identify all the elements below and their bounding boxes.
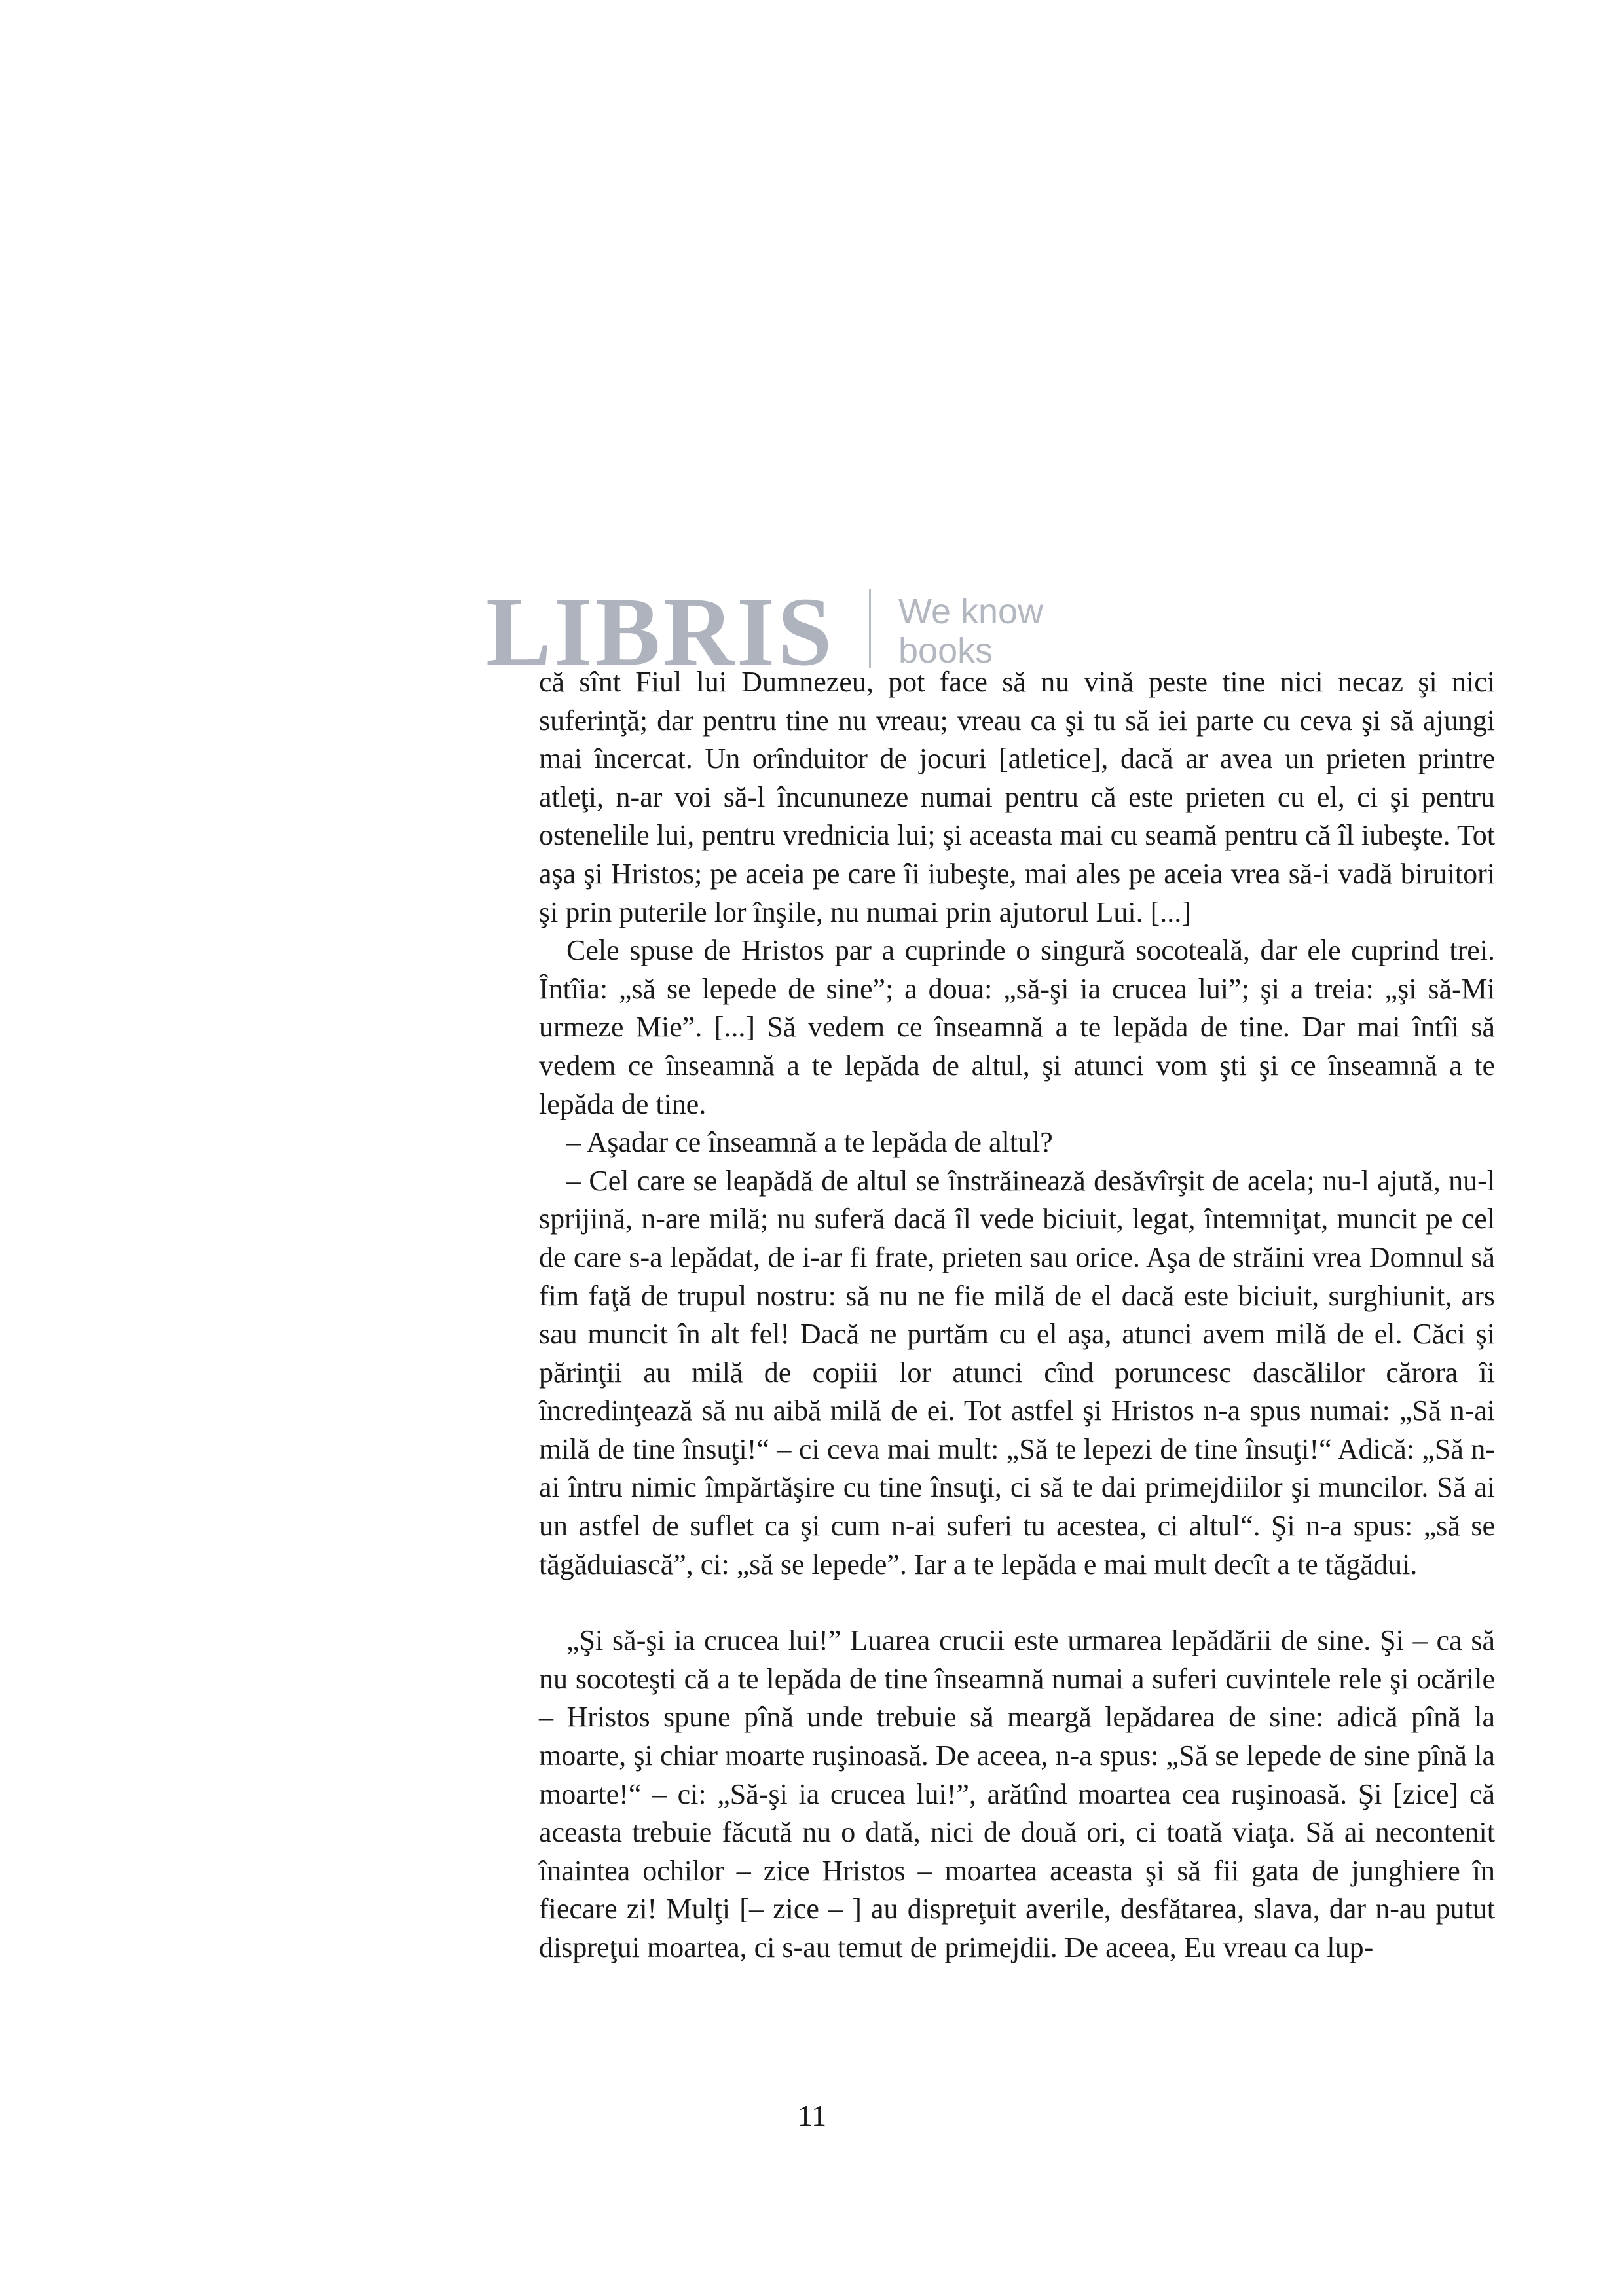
- watermark-tagline-line1: We know: [898, 592, 1044, 631]
- watermark-divider: [869, 589, 871, 668]
- paragraph-3: – Aşadar ce înseamnă a te lepăda de altul?: [566, 1126, 1053, 1159]
- paragraph-2: Cele spuse de Hristos par a cuprinde o singură socoteală, dar ele cuprind trei. Întîia: „să se lepede de sine”; a doua: „să-şi ia crucea lui”; şi a treia: „şi să-Mi urmeze Mie”. [...] Să vedem ce înseamnă a te lepăda de tine. Dar mai întîi să vedem ce înseamnă a te lepăda de altul, şi atunci vom şti şi ce înseamnă a te lepăda de tine.: [539, 934, 1495, 1120]
- watermark-tagline-line2: books: [898, 631, 993, 670]
- libris-watermark: [486, 577, 1075, 686]
- paragraph-1: că sînt Fiul lui Dumnezeu, pot face să nu vină peste tine nici necaz şi nici suferinţă; dar pentru tine nu vreau; vreau ca şi tu să iei parte cu ceva şi să ajungi mai încercat. Un orînduitor de jocuri [atletice], dacă ar avea un prieten printre atleţi, n-ar voi să-l încununeze numai pentru că este prieten cu el, ci şi pentru ostenelile lui, pentru vrednicia lui; şi aceasta mai cu seamă pentru că îl iubeşte. Tot aşa şi Hristos; pe aceia pe care îi iubeşte, mai ales pe aceia vrea să-i vadă biruitori şi prin puterile lor înşile, nu numai prin ajutorul Lui. [...]: [539, 666, 1495, 928]
- paragraph-5: „Şi să-şi ia crucea lui!” Luarea crucii este urmarea lepădării de sine. Şi – ca să nu socoteşti că a te lepăda de tine înseamnă numai a suferi cuvintele rele şi ocările – Hristos spune pînă unde trebuie să meargă lepădarea de sine: adică pînă la moarte, şi chiar moarte ruşinoasă. De aceea, n-a spus: „Să se lepede de sine pînă la moarte!“ – ci: „Să-şi ia crucea lui!”, arătînd moartea cea ruşinoasă. Şi [zice] că aceasta trebuie făcută nu o dată, nici de două ori, ci toată viaţa. Să ai necontenit înaintea ochilor – zice Hristos – moartea aceasta şi să fii gata de junghiere în fiecare zi! Mulţi [– zice – ] au dispreţuit averile, desfătarea, slava, dar n-au putut dispreţui moartea, ci s-au temut de primejdii. De aceea, Eu vreau ca lup-: [539, 1624, 1495, 1963]
- watermark-tagline: [898, 592, 1043, 670]
- watermark-logo: LIBRIS: [486, 577, 835, 686]
- paragraph-4: – Cel care se leapădă de altul se înstrăinează desăvîrşit de acela; nu-l ajută, nu-l sprijină, n-are milă; nu suferă dacă îl vede biciuit, legat, întemniţat, muncit pe cel de care s-a lepădat, de i-ar fi frate, prieten sau orice. Aşa de străini vrea Domnul să fim faţă de trupul nostru: să nu ne fie milă de el dacă este biciuit, surghiunit, ars sau muncit în alt fel! Dacă ne purtăm cu el aşa, atunci avem milă de el. Căci şi părinţii au milă de copiii lor atunci cînd poruncesc dascălilor cărora îi încredinţează să nu aibă milă de ei. Tot astfel şi Hristos n-a spus numai: „Să n-ai milă de tine însuţi!“ – ci ceva mai mult: „Să te lepezi de tine însuţi!“ Adică: „Să n-ai întru nimic împărtăşire cu tine însuţi, ci să te dai primejdiilor şi muncilor. Să ai un astfel de suflet ca şi cum n-ai suferi tu acestea, ci altul“. Şi n-a spus: „să se tăgăduiască”, ci: „să se lepede”. Iar a te lepăda e mai mult decît a te tăgădui.: [539, 1164, 1495, 1580]
- body-text: [539, 663, 1495, 1967]
- page-number: 11: [797, 2099, 827, 2132]
